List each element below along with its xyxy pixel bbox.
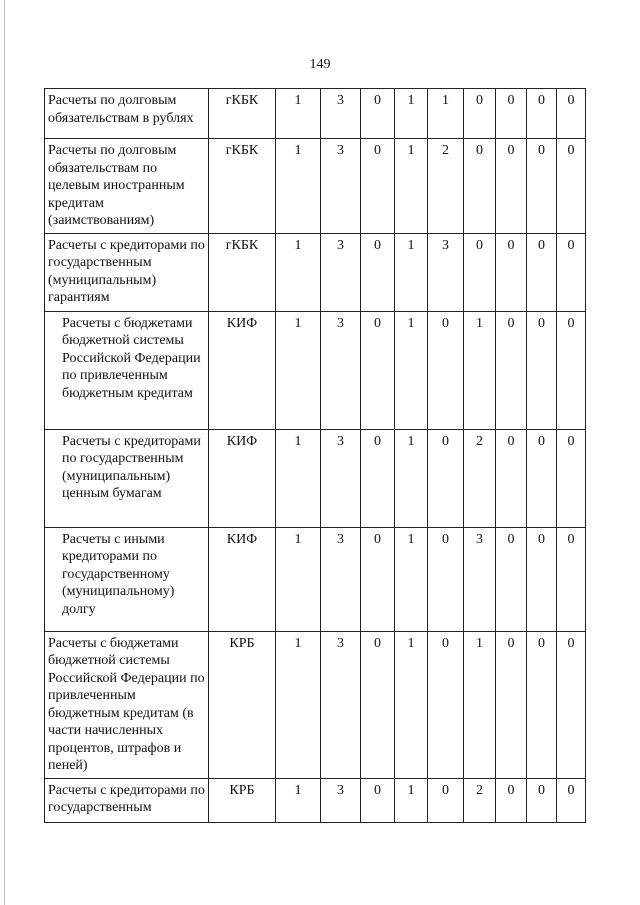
account-name-cell: Расчеты по долговым обязательствам в рублях — [45, 89, 209, 139]
digit-cell: 0 — [496, 139, 527, 234]
digit-cell: 0 — [557, 631, 586, 778]
table-row — [45, 429, 586, 527]
digit-cell: 0 — [527, 631, 557, 778]
digit-cell: 0 — [361, 311, 395, 429]
digit-cell: 0 — [557, 233, 586, 311]
table-row — [45, 778, 586, 822]
digit-cell: 0 — [464, 233, 496, 311]
account-name-cell: Расчеты с кредиторами по государственным — [45, 778, 209, 822]
table-row — [45, 311, 586, 429]
digit-cell: 0 — [527, 311, 557, 429]
digit-cell: 1 — [395, 527, 428, 631]
digit-cell: 1 — [276, 233, 321, 311]
digit-cell: 1 — [276, 89, 321, 139]
digit-cell: 0 — [527, 139, 557, 234]
account-code-cell: гКБК — [209, 233, 276, 311]
digit-cell: 1 — [276, 527, 321, 631]
digit-cell: 0 — [361, 89, 395, 139]
digit-cell: 0 — [527, 778, 557, 822]
digit-cell: 1 — [276, 139, 321, 234]
account-code-cell: КРБ — [209, 631, 276, 778]
account-code-cell: КИФ — [209, 527, 276, 631]
account-code-cell: гКБК — [209, 89, 276, 139]
digit-cell: 2 — [464, 778, 496, 822]
digit-cell: 1 — [464, 631, 496, 778]
digit-cell: 3 — [428, 233, 464, 311]
digit-cell: 3 — [321, 233, 361, 311]
digit-cell: 3 — [321, 139, 361, 234]
digit-cell: 0 — [527, 89, 557, 139]
digit-cell: 3 — [464, 527, 496, 631]
digit-cell: 1 — [395, 429, 428, 527]
account-name-cell: Расчеты с кредиторами по государственным (муниципальным) ценным бумагам — [45, 429, 209, 527]
digit-cell: 0 — [557, 89, 586, 139]
digit-cell: 0 — [464, 89, 496, 139]
digit-cell: 0 — [361, 233, 395, 311]
digit-cell: 0 — [496, 233, 527, 311]
digit-cell: 3 — [321, 527, 361, 631]
digit-cell: 0 — [496, 778, 527, 822]
digit-cell: 0 — [496, 89, 527, 139]
table-row — [45, 527, 586, 631]
digit-cell: 0 — [428, 527, 464, 631]
digit-cell: 0 — [361, 631, 395, 778]
digit-cell: 0 — [496, 631, 527, 778]
account-name-cell: Расчеты с бюджетами бюджетной системы Российской Федерации по привлеченным бюджетным кредитам (в части начисленных процентов, штрафов и пеней) — [45, 631, 209, 778]
digit-cell: 0 — [428, 631, 464, 778]
digit-cell: 1 — [276, 311, 321, 429]
digit-cell: 1 — [395, 233, 428, 311]
account-code-cell: гКБК — [209, 139, 276, 234]
table-row — [45, 233, 586, 311]
digit-cell: 0 — [361, 429, 395, 527]
page-number: 149 — [309, 57, 331, 72]
digit-cell: 1 — [276, 631, 321, 778]
account-code-cell: КИФ — [209, 429, 276, 527]
table-row — [45, 631, 586, 778]
account-code-cell: КРБ — [209, 778, 276, 822]
digit-cell: 0 — [527, 429, 557, 527]
digit-cell: 0 — [496, 527, 527, 631]
digit-cell: 1 — [395, 89, 428, 139]
account-name-cell: Расчеты по долговым обязательствам по целевым иностранным кредитам (заимствованиям) — [45, 139, 209, 234]
digit-cell: 1 — [276, 778, 321, 822]
accounts-table — [44, 88, 586, 823]
digit-cell: 1 — [395, 139, 428, 234]
table-row — [45, 139, 586, 234]
account-name-cell: Расчеты с кредиторами по государственным (муниципальным) гарантиям — [45, 233, 209, 311]
account-name-cell: Расчеты с иными кредиторами по государственному (муниципальному) долгу — [45, 527, 209, 631]
account-code-cell: КИФ — [209, 311, 276, 429]
digit-cell: 3 — [321, 778, 361, 822]
digit-cell: 0 — [557, 527, 586, 631]
digit-cell: 0 — [557, 429, 586, 527]
digit-cell: 1 — [464, 311, 496, 429]
account-name-cell: Расчеты с бюджетами бюджетной системы Российской Федерации по привлеченным бюджетным кредитам — [45, 311, 209, 429]
digit-cell: 0 — [527, 527, 557, 631]
digit-cell: 0 — [428, 311, 464, 429]
digit-cell: 2 — [464, 429, 496, 527]
digit-cell: 1 — [395, 778, 428, 822]
digit-cell: 3 — [321, 429, 361, 527]
digit-cell: 0 — [496, 429, 527, 527]
digit-cell: 0 — [557, 311, 586, 429]
digit-cell: 2 — [428, 139, 464, 234]
digit-cell: 0 — [361, 527, 395, 631]
digit-cell: 0 — [428, 429, 464, 527]
digit-cell: 0 — [361, 778, 395, 822]
digit-cell: 1 — [276, 429, 321, 527]
digit-cell: 3 — [321, 311, 361, 429]
digit-cell: 0 — [361, 139, 395, 234]
digit-cell: 3 — [321, 631, 361, 778]
digit-cell: 0 — [527, 233, 557, 311]
table-row — [45, 89, 586, 139]
digit-cell: 1 — [395, 311, 428, 429]
digit-cell: 3 — [321, 89, 361, 139]
page-edge-line — [4, 0, 5, 905]
digit-cell: 0 — [428, 778, 464, 822]
digit-cell: 0 — [557, 139, 586, 234]
digit-cell: 0 — [557, 778, 586, 822]
digit-cell: 1 — [428, 89, 464, 139]
digit-cell: 0 — [496, 311, 527, 429]
digit-cell: 1 — [395, 631, 428, 778]
digit-cell: 0 — [464, 139, 496, 234]
